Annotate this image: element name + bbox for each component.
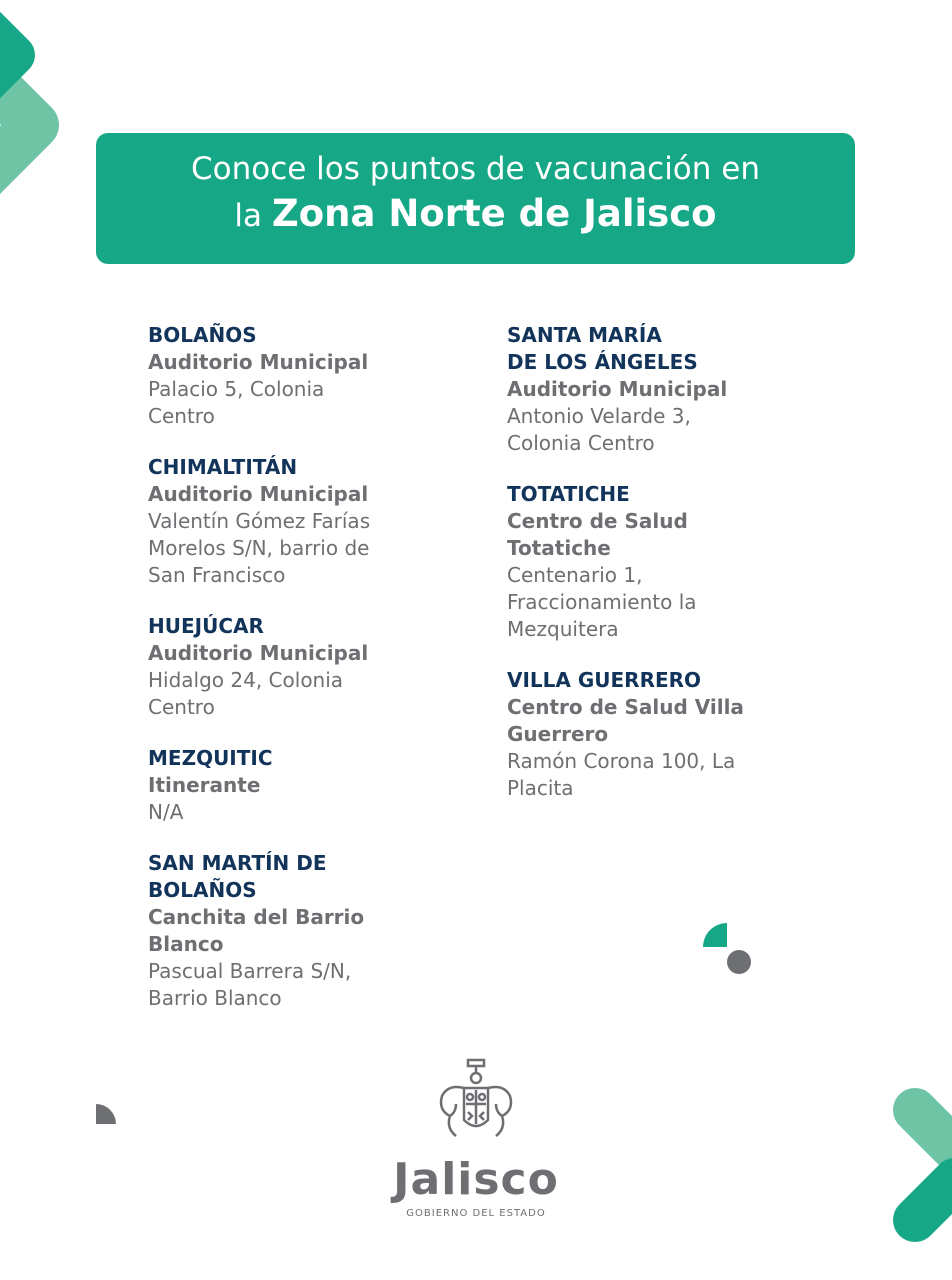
list-item	[148, 745, 478, 826]
list-item	[507, 667, 837, 802]
decorative-quarter-circle	[96, 1104, 118, 1126]
town-name: MEZQUITIC	[148, 746, 273, 770]
banner-highlight: Zona Norte de Jalisco	[271, 192, 717, 235]
right-column	[507, 322, 837, 826]
logo-wordmark: Jalisco	[393, 1154, 559, 1205]
venue-name: Centro de Salud Totatiche	[507, 509, 688, 560]
town-name: CHIMALTITÁN	[148, 455, 298, 479]
venue-address: Valentín Gómez Farías Morelos S/N, barrio de San Francisco	[148, 509, 371, 587]
logo-subtitle: GOBIERNO DEL ESTADO	[406, 1208, 546, 1219]
venue-address: Centenario 1, Fraccionamiento la Mezquitera	[507, 563, 697, 641]
title-banner	[96, 133, 855, 264]
list-item	[148, 454, 478, 589]
banner-prefix: la	[234, 198, 263, 234]
venue-name: Auditorio Municipal	[148, 641, 369, 665]
banner-line-2	[96, 189, 855, 241]
venue-name: Canchita del Barrio Blanco	[148, 905, 365, 956]
banner-line-1: Conoce los puntos de vacunación en	[190, 151, 760, 187]
venue-address: Ramón Corona 100, La Placita	[507, 749, 736, 800]
venue-address: Hidalgo 24, Colonia Centro	[148, 668, 344, 719]
list-item	[148, 850, 478, 1012]
venue-name: Auditorio Municipal	[148, 482, 369, 506]
town-name: SANTA MARÍA DE LOS ÁNGELES	[507, 323, 698, 374]
venue-address: Palacio 5, Colonia Centro	[148, 377, 325, 428]
list-item	[148, 322, 478, 430]
town-name: SAN MARTÍN DE BOLAÑOS	[148, 851, 327, 902]
town-name: TOTATICHE	[507, 482, 630, 506]
venue-name: Auditorio Municipal	[507, 377, 728, 401]
venue-address: N/A	[148, 800, 184, 824]
town-name: HUEJÚCAR	[148, 614, 264, 638]
coat-of-arms-icon	[426, 1050, 526, 1150]
jalisco-logo	[376, 1050, 576, 1219]
list-item	[507, 322, 837, 457]
decorative-dots	[700, 920, 756, 976]
venue-name: Auditorio Municipal	[148, 350, 369, 374]
list-item	[148, 613, 478, 721]
town-name: BOLAÑOS	[148, 323, 257, 347]
venue-address: Antonio Velarde 3, Colonia Centro	[507, 404, 691, 455]
town-name: VILLA GUERRERO	[507, 668, 702, 692]
list-item	[507, 481, 837, 643]
venue-name: Centro de Salud Villa Guerrero	[507, 695, 744, 746]
decorative-chevron-top-left	[0, 0, 100, 230]
venue-address: Pascual Barrera S/N, Barrio Blanco	[148, 959, 352, 1010]
venue-name: Itinerante	[148, 773, 261, 797]
left-column	[148, 322, 478, 1036]
decorative-chevron-bottom-right	[880, 1080, 952, 1250]
